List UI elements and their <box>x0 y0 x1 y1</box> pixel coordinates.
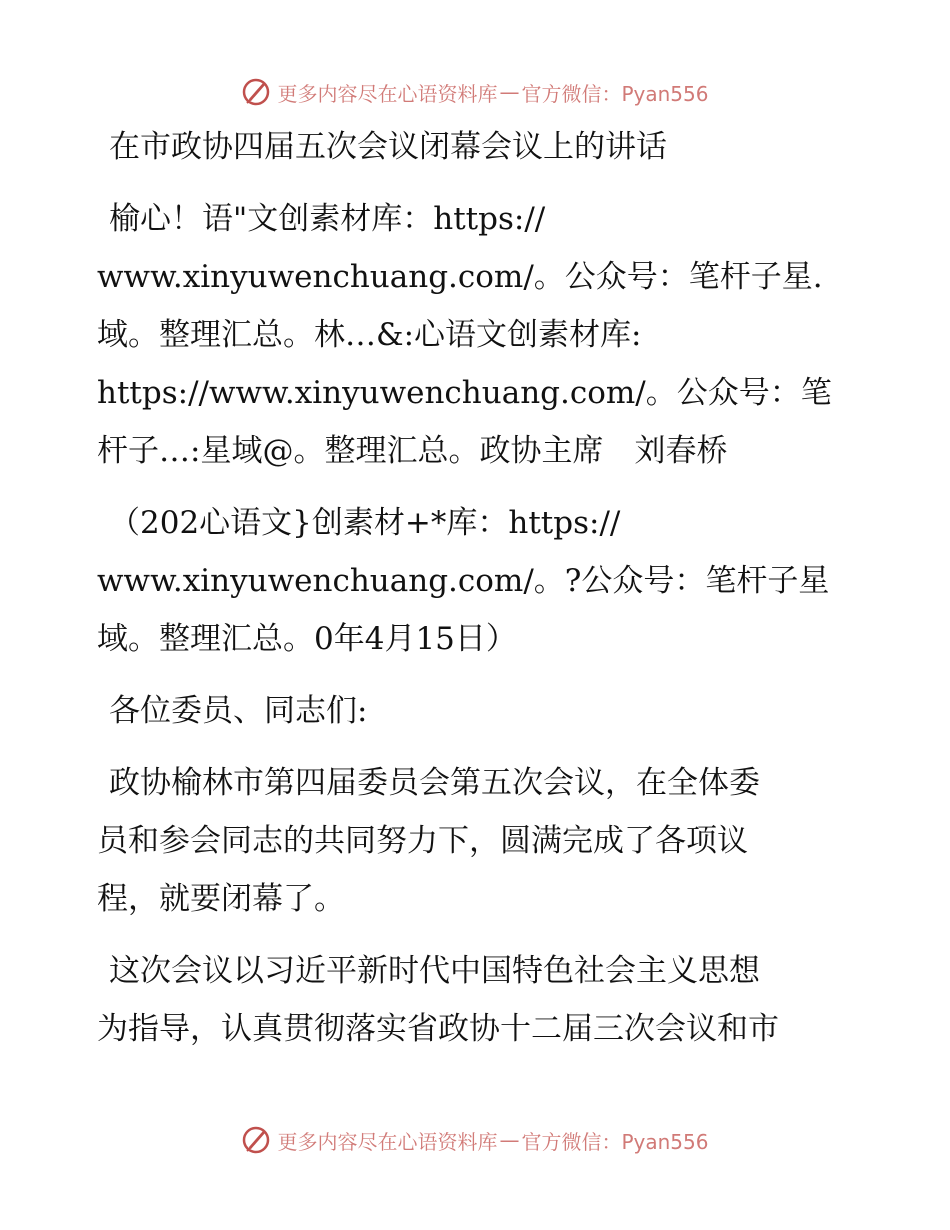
meta-paragraph <box>97 190 857 480</box>
banner-wechat: 官方微信：Pyan556 <box>521 81 709 106</box>
banner-separator: — <box>499 80 520 104</box>
banner-text: 更多内容尽在心语资料库 <box>277 1129 498 1154</box>
paragraph-line: 这次会议以习近平新时代中国特色社会主义思想 <box>109 953 760 989</box>
paragraph-1 <box>97 754 857 928</box>
paragraph-line: 程，就要闭幕了。 <box>97 881 345 917</box>
paragraph-line: 政协榆林市第四届委员会第五次会议，在全体委 <box>109 765 760 801</box>
salutation <box>97 682 857 740</box>
document-title <box>97 118 857 176</box>
quill-logo-icon <box>241 77 271 107</box>
meta-line: 杆子…:星域@。整理汇总。政协主席 刘春桥 <box>97 433 728 469</box>
paragraph-line: 为指导，认真贯彻落实省政协十二届三次会议和市 <box>97 1011 779 1047</box>
date-paragraph <box>97 494 857 668</box>
banner-text: 更多内容尽在心语资料库 <box>277 81 498 106</box>
paragraph-line: 员和参会同志的共同努力下，圆满完成了各项议 <box>97 823 748 859</box>
quill-logo-icon <box>241 1125 271 1155</box>
date-line: （202心语文}创素材+*库：https:// <box>109 505 621 541</box>
banner-separator: — <box>499 1128 520 1152</box>
meta-line: www.xinyuwenchuang.com/。公众号：笔杆子星. <box>97 259 823 295</box>
banner-wechat: 官方微信：Pyan556 <box>521 1129 709 1154</box>
paragraph-2 <box>97 942 857 1058</box>
meta-line: https://www.xinyuwenchuang.com/。公众号：笔 <box>97 375 832 411</box>
document-body <box>97 118 857 1072</box>
title-text: 在市政协四届五次会议闭幕会议上的讲话 <box>109 129 667 165</box>
date-line: www.xinyuwenchuang.com/。?公众号：笔杆子星 <box>97 563 830 599</box>
meta-line: 榆心！语"文创素材库：https:// <box>109 201 546 237</box>
meta-line: 域。整理汇总。林…&:心语文创素材库: <box>97 317 642 353</box>
header-banner <box>0 72 950 112</box>
date-line: 域。整理汇总。0年4月15日） <box>97 621 517 657</box>
salutation-text: 各位委员、同志们: <box>109 693 368 729</box>
footer-banner <box>0 1120 950 1160</box>
